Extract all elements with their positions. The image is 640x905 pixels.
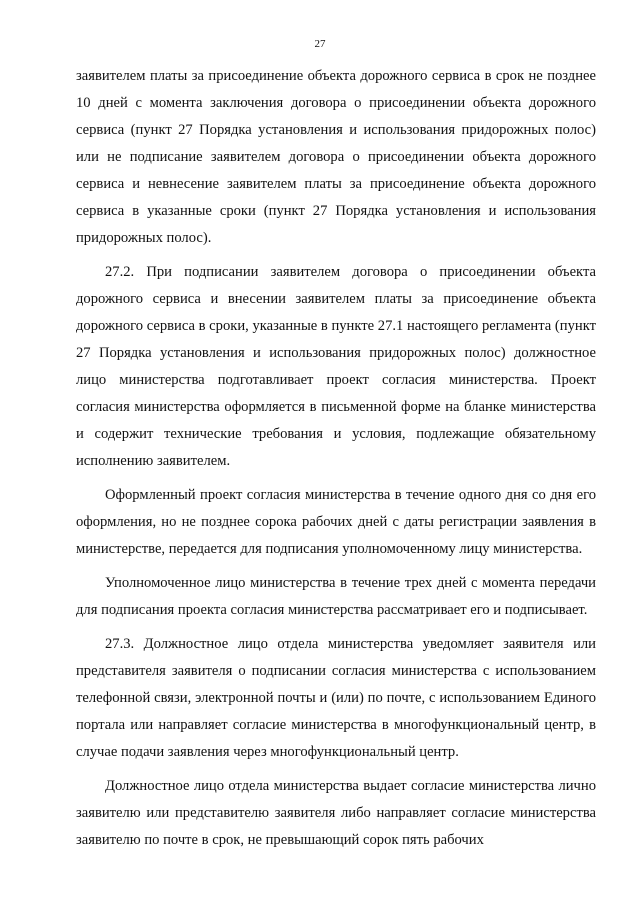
paragraph-27-3: 27.3. Должностное лицо отдела министерства уведомляет заявителя или представителя заявителя о подписании согласия министерства с использованием телефонной связи, электронной почты и (или) по почте, с использованием Единого портала или направляет согласие министерства в многофункциональный центр, в случае подачи заявления через многофункциональный центр. <box>76 636 596 760</box>
paragraph-draft-transfer: Оформленный проект согласия министерства в течение одного дня со дня его оформления, но не позднее сорока рабочих дней с даты регистрации заявления в министерстве, передается для подписания уполномоченному лицу министерства. <box>76 487 596 557</box>
document-body <box>76 63 596 854</box>
paragraph-27-2: 27.2. При подписании заявителем договора о присоединении объекта дорожного сервиса и внесении заявителем платы за присоединение объекта дорожного сервиса в сроки, указанные в пункте 27.1 настоящего регламента (пункт 27 Порядка установления и использования придорожных полос) должностное лицо министерства подготавливает проект согласия министерства. Проект согласия министерства оформляется в письменной форме на бланке министерства и содержит технические требования и условия, подлежащие обязательному исполнению заявителем. <box>76 264 596 469</box>
paragraph-issuance: Должностное лицо отдела министерства выдает согласие министерства лично заявителю или представителю заявителя либо направляет согласие министерства заявителю по почте в срок, не превышающий сорок пять рабочих <box>76 778 596 848</box>
page-number: 27 <box>314 38 326 50</box>
paragraph-continuation: заявителем платы за присоединение объекта дорожного сервиса в срок не позднее 10 дней с момента заключения договора о присоединении объекта дорожного сервиса (пункт 27 Порядка установления и использования придорожных полос) или не подписание заявителем договора о присоединении объекта дорожного сервиса и невнесение заявителем платы за присоединение объекта дорожного сервиса в указанные сроки (пункт 27 Порядка установления и использования придорожных полос). <box>76 68 596 246</box>
paragraph-signing: Уполномоченное лицо министерства в течение трех дней с момента передачи для подписания проекта согласия министерства рассматривает его и подписывает. <box>76 575 596 618</box>
